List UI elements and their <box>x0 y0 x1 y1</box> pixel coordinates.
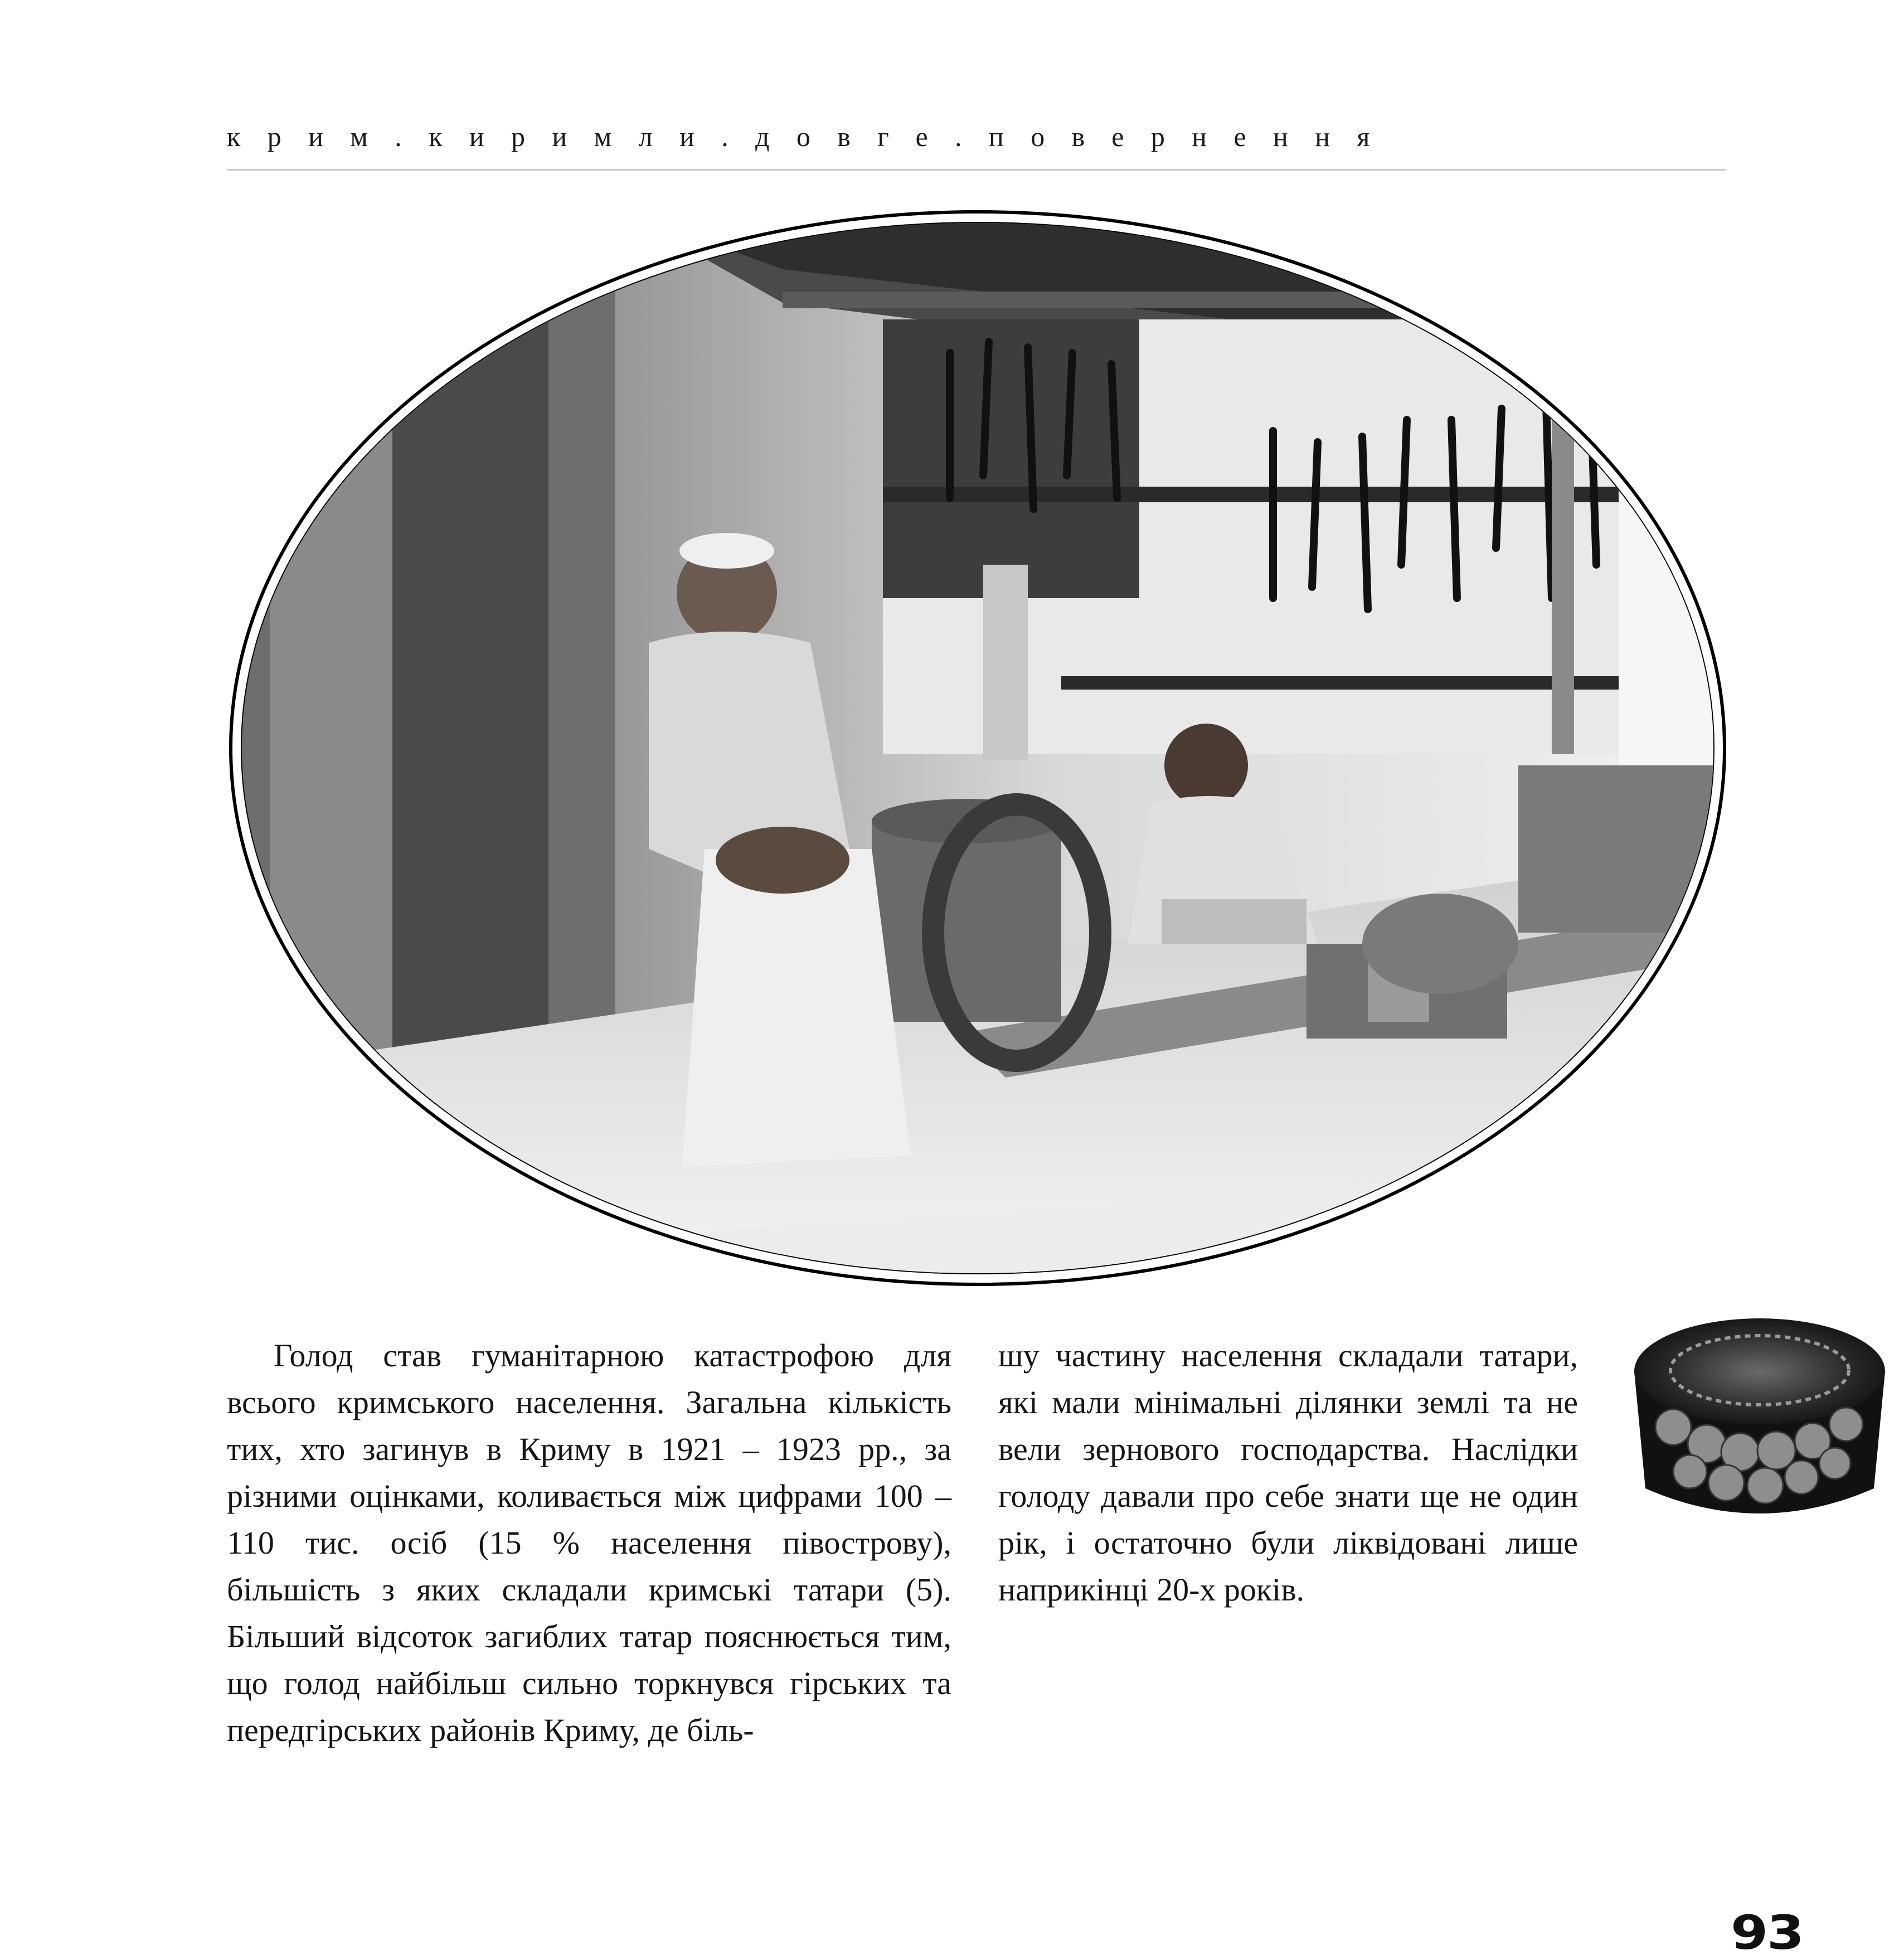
running-title: крим.киримли.довге.повернення <box>227 121 1397 152</box>
body-column-right <box>998 1332 1578 1613</box>
body-paragraph-right: шу частину населення складали татари, які мали мінімальні ділянки землі та не вели зернового господарства. Наслідки голоду давали про себе знати ще не один рік, і остаточно були ліквідовані лише наприкінці 20-х років. <box>998 1337 1578 1608</box>
header-rule <box>227 169 1726 171</box>
page-number: 93 <box>1731 1905 1803 1960</box>
oval-photo <box>225 208 1730 1288</box>
body-paragraph-left: Голод став гуманітарною катастрофою для всього кримського населення. Загальна кількість тих, хто загинув в Криму в 1921 – 1923 рр., за різними оцінками, коливається між цифрами 100 – 110 тис. осіб (15 % населення півострову), більшість з яких складали кримські татари (5). Більший відсоток загиблих татар пояснюється тим, що голод найбільш сильно торкнувся гірських та передгірських районів Криму, де біль- <box>227 1337 951 1748</box>
fez-cap-icon <box>1623 1304 1896 1527</box>
fez-cap-illustration <box>1623 1304 1896 1527</box>
historic-photo-icon <box>225 208 1730 1288</box>
running-header <box>227 117 1726 156</box>
body-column-left <box>227 1332 951 1754</box>
